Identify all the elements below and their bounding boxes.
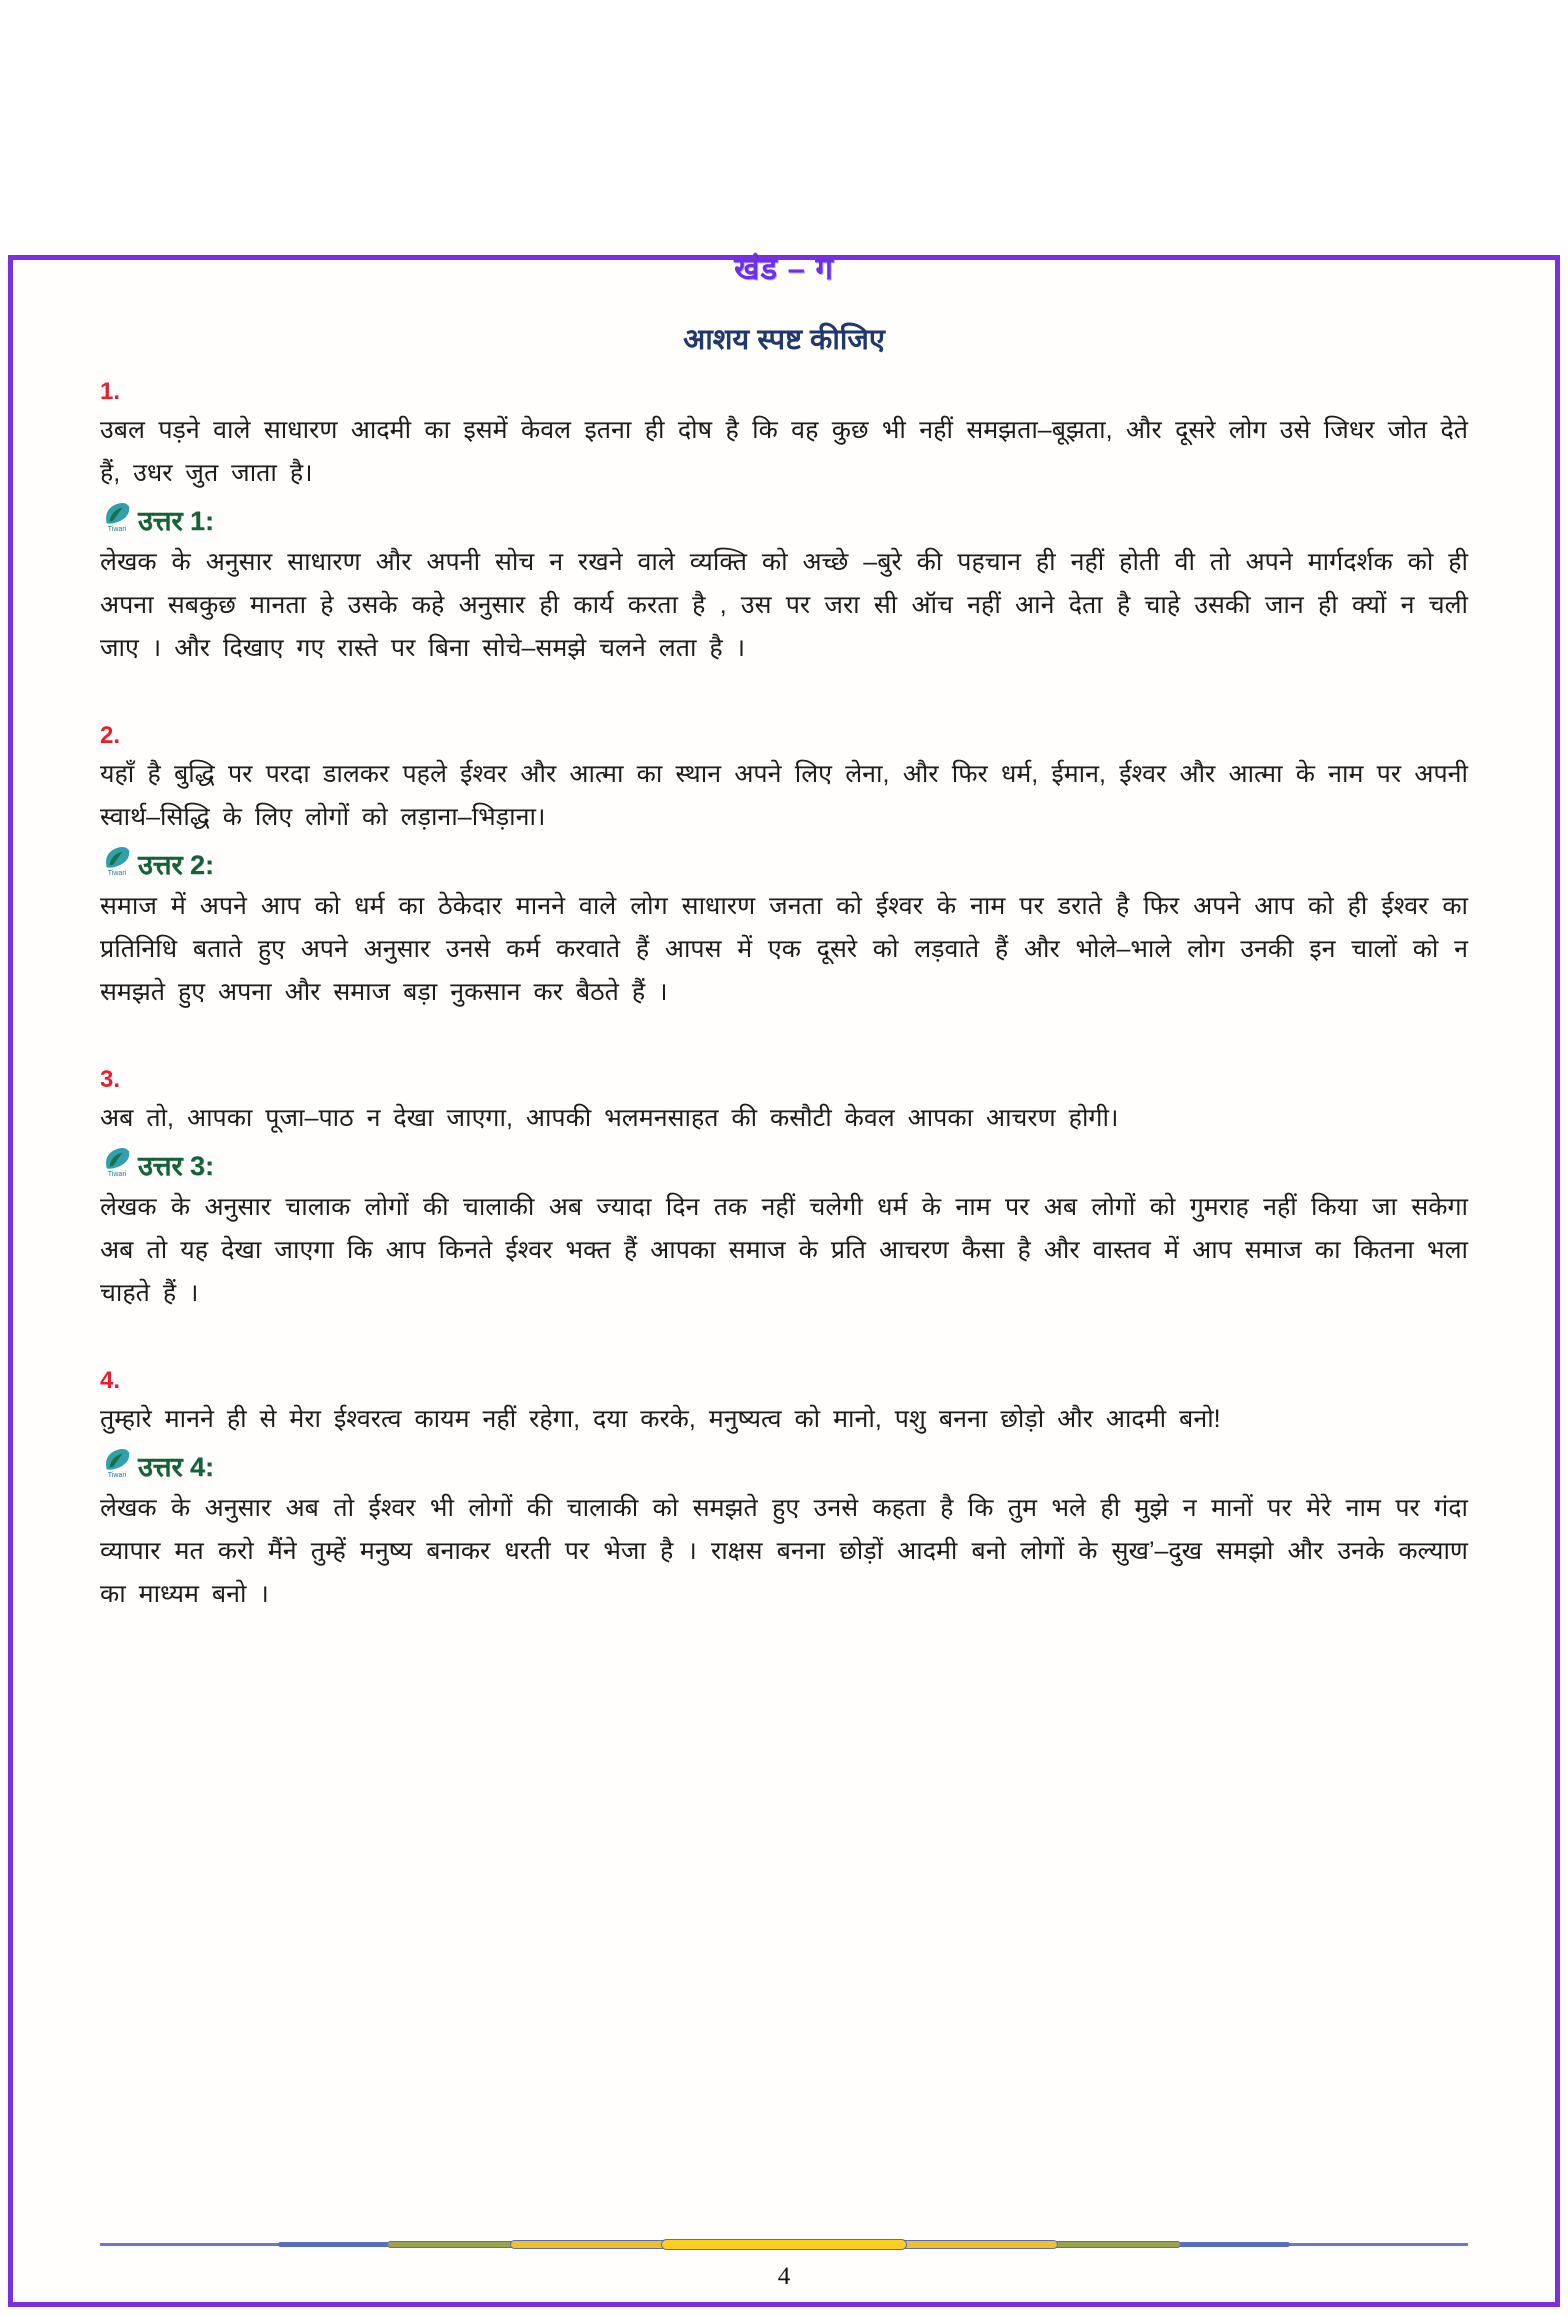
qa-block-1 [100, 378, 1468, 670]
qa-block-4 [100, 1367, 1468, 1616]
page-footer [100, 2236, 1468, 2291]
question-text: यहाँ है बुद्धि पर परदा डालकर पहले ईश्वर और आत्मा का स्थान अपने लिए लेना, और फिर धर्म, ईमान, ईश्वर और आत्मा के नाम पर अपनी स्वार्थ–सिद्धि के लिए लोगों को लड़ाना–भिड़ाना। [100, 760, 1468, 831]
answer-label-row [100, 1446, 1468, 1484]
answer-label: उत्तर 2: [138, 849, 215, 880]
divider-center [661, 2239, 907, 2250]
tiwari-academy-leaf-logo-icon [100, 500, 134, 538]
answer-text: लेखक के अनुसार चालाक लोगों की चालाकी अब ज्यादा दिन तक नहीं चलेगी धर्म के नाम पर अब लोगों को गुमराह नहीं किया जा सकेगा अब तो यह देखा जाएगा कि आप किनते ईश्वर भक्त हैं आपका समाज के प्रति आचरण कैसा है और वास्तव में आप समाज का कितना भला चाहते हैं । [100, 1193, 1468, 1307]
tiwari-academy-leaf-logo-icon [100, 844, 134, 882]
tiwari-academy-leaf-logo-icon [100, 1145, 134, 1183]
logo-text: Tiwari [107, 1472, 127, 1479]
instruction-heading: आशय स्पष्ट कीजिए [683, 324, 885, 356]
answer-text: लेखक के अनुसार साधारण और अपनी सोच न रखने वाले व्यक्ति को अच्छे –बुरे की पहचान ही नहीं होती वी तो अपने मार्गदर्शक को ही अपना सबकुछ मानता हे उसके कहे अनुसार ही कार्य करता है , उस पर जरा सी ऑच नहीं आने देता है चाहे उसकी जान ही क्यों न चली जाए । और दिखाए गए रास्ते पर बिना सोचे–समझे चलने लता है । [100, 548, 1468, 662]
answer-label-row [100, 1145, 1468, 1183]
answer-label: उत्तर 3: [138, 1150, 215, 1181]
answer-label-row [100, 844, 1468, 882]
question-number: 4. [100, 1367, 121, 1394]
qa-block-3 [100, 1066, 1468, 1315]
section-heading: खंड – ग [734, 251, 834, 286]
footer-divider [100, 2236, 1468, 2253]
answer-text: लेखक के अनुसार अब तो ईश्वर भी लोगों की चालाकी को समझते हुए उनसे कहता है कि तुम भले ही मुझे न मानों पर मेरे नाम पर गंदा व्यापार मत करो मैंने तुम्हें मनुष्य बनाकर धरती पर भेजा है । राक्षस बनना छोड़ों आदमी बनो लोगों के सुख’–दुख समझो और उनके कल्याण का माध्यम बनो । [100, 1494, 1468, 1608]
question-text: उबल पड़ने वाले साधारण आदमी का इसमें केवल इतना ही दोष है कि वह कुछ भी नहीं समझता–बूझता, और दूसरे लोग उसे जिधर जोत देते हैं, उधर जुत जाता है। [100, 416, 1468, 487]
logo-text: Tiwari [107, 526, 127, 533]
tiwari-academy-leaf-logo-icon [100, 1446, 134, 1484]
question-text: तुम्हारे मानने ही से मेरा ईश्वरत्व कायम नहीं रहेगा, दया करके, मनुष्यत्व को मानो, पशु बनना छोड़ो और आदमी बनो! [100, 1405, 1221, 1433]
answer-label: उत्तर 4: [138, 1451, 215, 1482]
qa-block-2 [100, 722, 1468, 1014]
logo-text: Tiwari [107, 870, 127, 877]
logo-text: Tiwari [107, 1171, 127, 1178]
document-page [0, 247, 1568, 2315]
question-text: अब तो, आपका पूजा–पाठ न देखा जाएगा, आपकी भलमनसाहत की कसौटी केवल आपका आचरण होगी। [100, 1104, 1119, 1132]
page-number: 4 [777, 2263, 791, 2290]
answer-text: समाज में अपने आप को धर्म का ठेकेदार मानने वाले लोग साधारण जनता को ईश्वर के नाम पर डराते है फिर अपने आप को ही ईश्वर का प्रतिनिधि बताते हुए अपने अनुसार उनसे कर्म करवाते हैं आपस में एक दूसरे को लड़वाते हैं और भोले–भाले लोग उनकी इन चालों को न समझते हुए अपना और समाज बड़ा नुकसान कर बैठते हैं । [100, 892, 1468, 1006]
answer-label: उत्तर 1: [138, 505, 215, 536]
question-number: 2. [100, 722, 121, 749]
question-number: 1. [100, 378, 121, 405]
question-number: 3. [100, 1066, 121, 1093]
answer-label-row [100, 500, 1468, 538]
page-content [0, 247, 1568, 1616]
